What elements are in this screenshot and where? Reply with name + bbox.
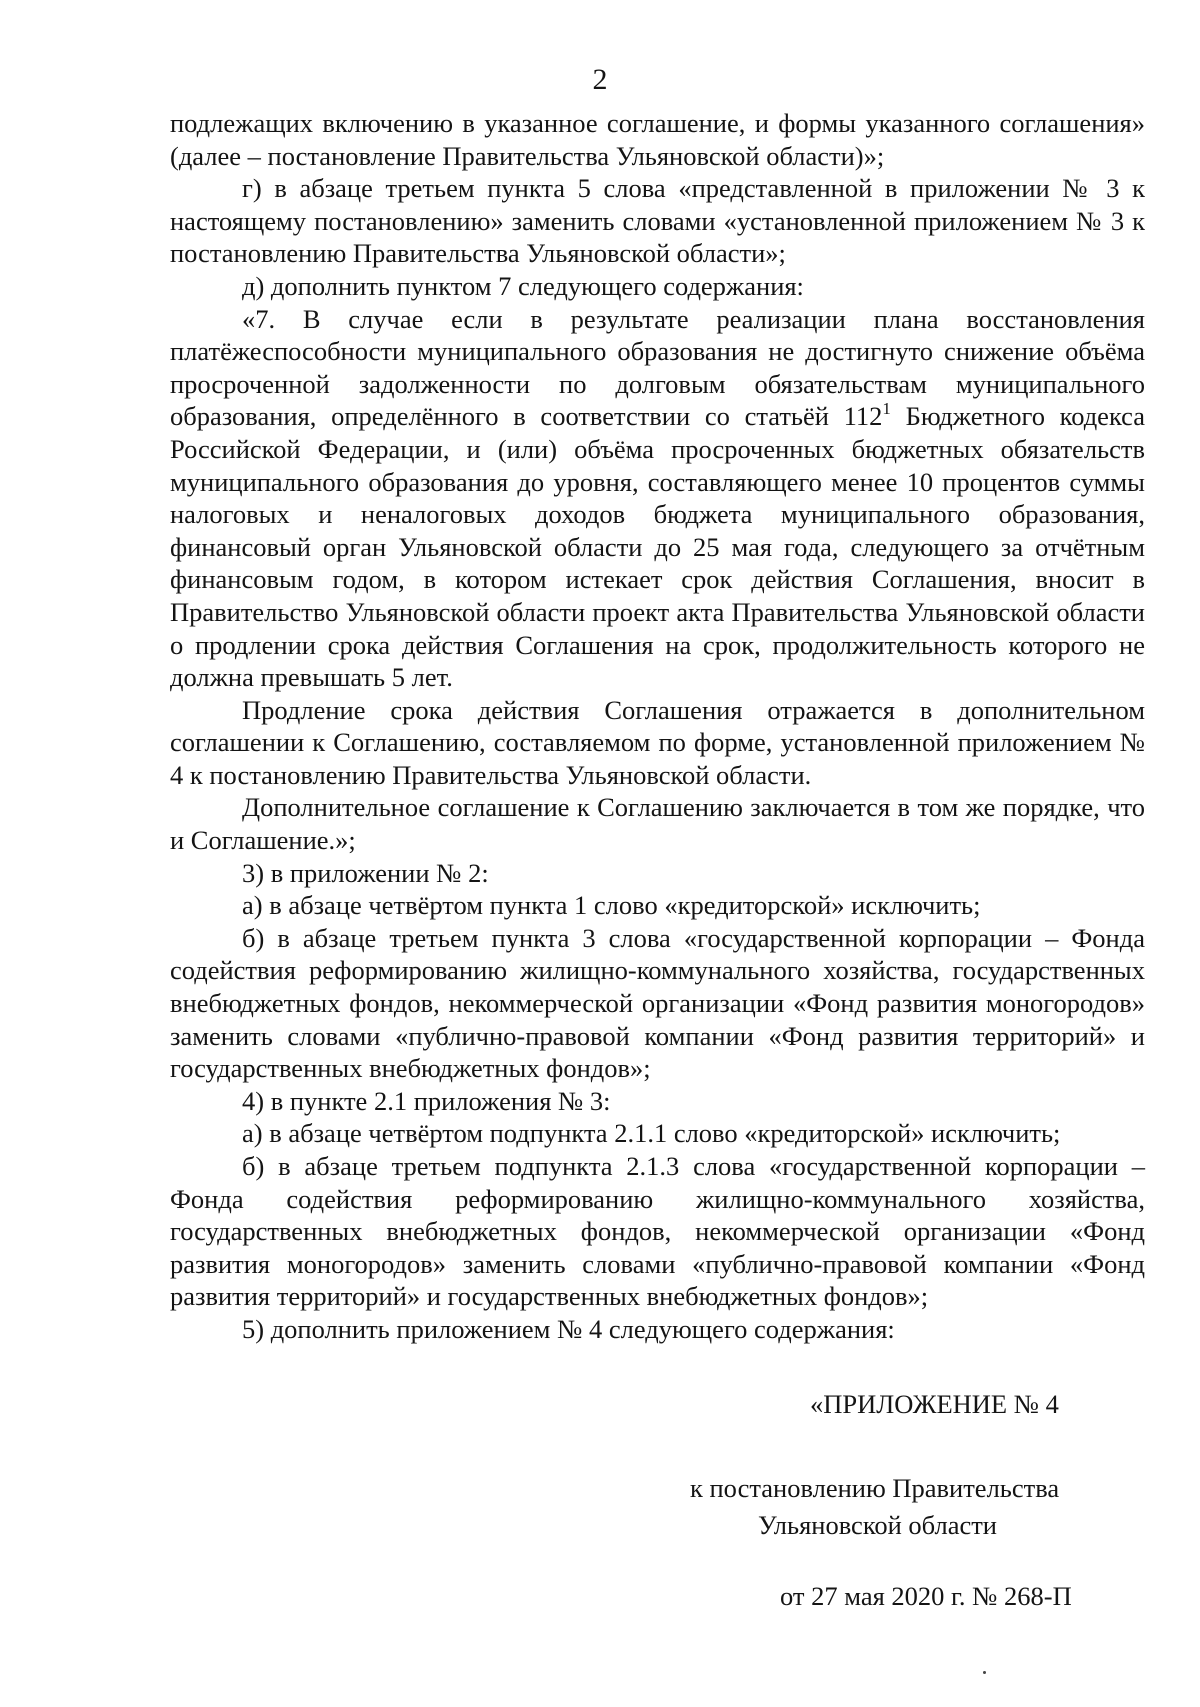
appendix-ref-line-2: Ульяновской области xyxy=(758,1510,997,1540)
article-superscript: 1 xyxy=(882,399,891,419)
paragraph-point-7 xyxy=(170,303,1145,694)
appendix-date: от 27 мая 2020 г. № 268-П xyxy=(780,1581,1072,1611)
paragraph-item-g: г) в абзаце третьем пункта 5 слова «представленной в приложении № 3 к настоящему постановлению» заменить словами «установленной приложением № 3 к постановлению Правительства Ульяновской области»; xyxy=(170,173,1145,269)
appendix-ref-line-1: к постановлению Правительства xyxy=(690,1473,1060,1503)
document-body xyxy=(170,107,1145,1346)
point-7-text-start: «7. В случае если в результате реализации плана восстановления платёжеспособности муниципального образования не достигнуто снижение объёма просроченной задолженности по долговым обязательствам муниципального образования, определённого в соответствии со статьёй 112 xyxy=(170,303,1145,432)
paragraph-extension: Продление срока действия Соглашения отражается в дополнительном соглашении к Соглашению, составляемом по форме, установленной приложением № 4 к постановлению Правительства Ульяновской области. xyxy=(170,694,1145,790)
paragraph-item-4: 4) в пункте 2.1 приложения № 3: xyxy=(242,1085,611,1116)
paragraph-item-4a: а) в абзаце четвёртом подпункта 2.1.1 слово «кредиторской» исключить; xyxy=(242,1118,1061,1149)
paragraph-item-3a: а) в абзаце четвёртом пункта 1 слово «кредиторской» исключить; xyxy=(242,890,981,921)
appendix-reference xyxy=(690,1470,1150,1544)
appendix-title: «ПРИЛОЖЕНИЕ № 4 xyxy=(810,1389,1059,1419)
point-7-text-end: Бюджетного кодекса Российской Федерации, и (или) объёма просроченных бюджетных обязательств муниципального образования до уровня, составляющего менее 10 процентов суммы налоговых и неналоговых доходов бюджета муниципального образования, финансовый орган Ульяновской области до 25 мая года, следующего за отчётным финансовым годом, в котором истекает срок действия Соглашения, вносит в Правительство Ульяновской области проект акта Правительства Ульяновской области о продлении срока действия Соглашения на срок, продолжительность которого не должна превышать 5 лет. xyxy=(170,401,1145,693)
paragraph-item-3b: б) в абзаце третьем пункта 3 слова «государственной корпорации – Фонда содействия реформированию жилищно-коммунального хозяйства, государственных внебюджетных фондов, некоммерческой организации «Фонд развития моногородов» заменить словами «публично-правовой компании «Фонд развития территорий» и государственных внебюджетных фондов»; xyxy=(170,922,1145,1084)
paragraph-additional-agreement: Дополнительное соглашение к Соглашению заключается в том же порядке, что и Соглашение.»; xyxy=(170,792,1145,856)
paragraph-continuation: подлежащих включению в указанное соглашение, и формы указанного соглашения» (далее – постановление Правительства Ульяновской области)»; xyxy=(170,108,1145,171)
scan-speck xyxy=(983,1671,986,1674)
page-number: 2 xyxy=(592,63,608,96)
paragraph-item-d: д) дополнить пунктом 7 следующего содержания: xyxy=(242,270,804,301)
paragraph-item-3: 3) в приложении № 2: xyxy=(242,857,489,888)
paragraph-item-4b: б) в абзаце третьем подпункта 2.1.3 слова «государственной корпорации – Фонда содействия реформированию жилищно-коммунального хозяйства, государственных внебюджетных фондов, некоммерческой организации «Фонд развития моногородов» заменить словами «публично-правовой компании «Фонд развития территорий» и государственных внебюджетных фондов»; xyxy=(170,1151,1145,1312)
paragraph-item-5: 5) дополнить приложением № 4 следующего содержания: xyxy=(242,1313,895,1344)
